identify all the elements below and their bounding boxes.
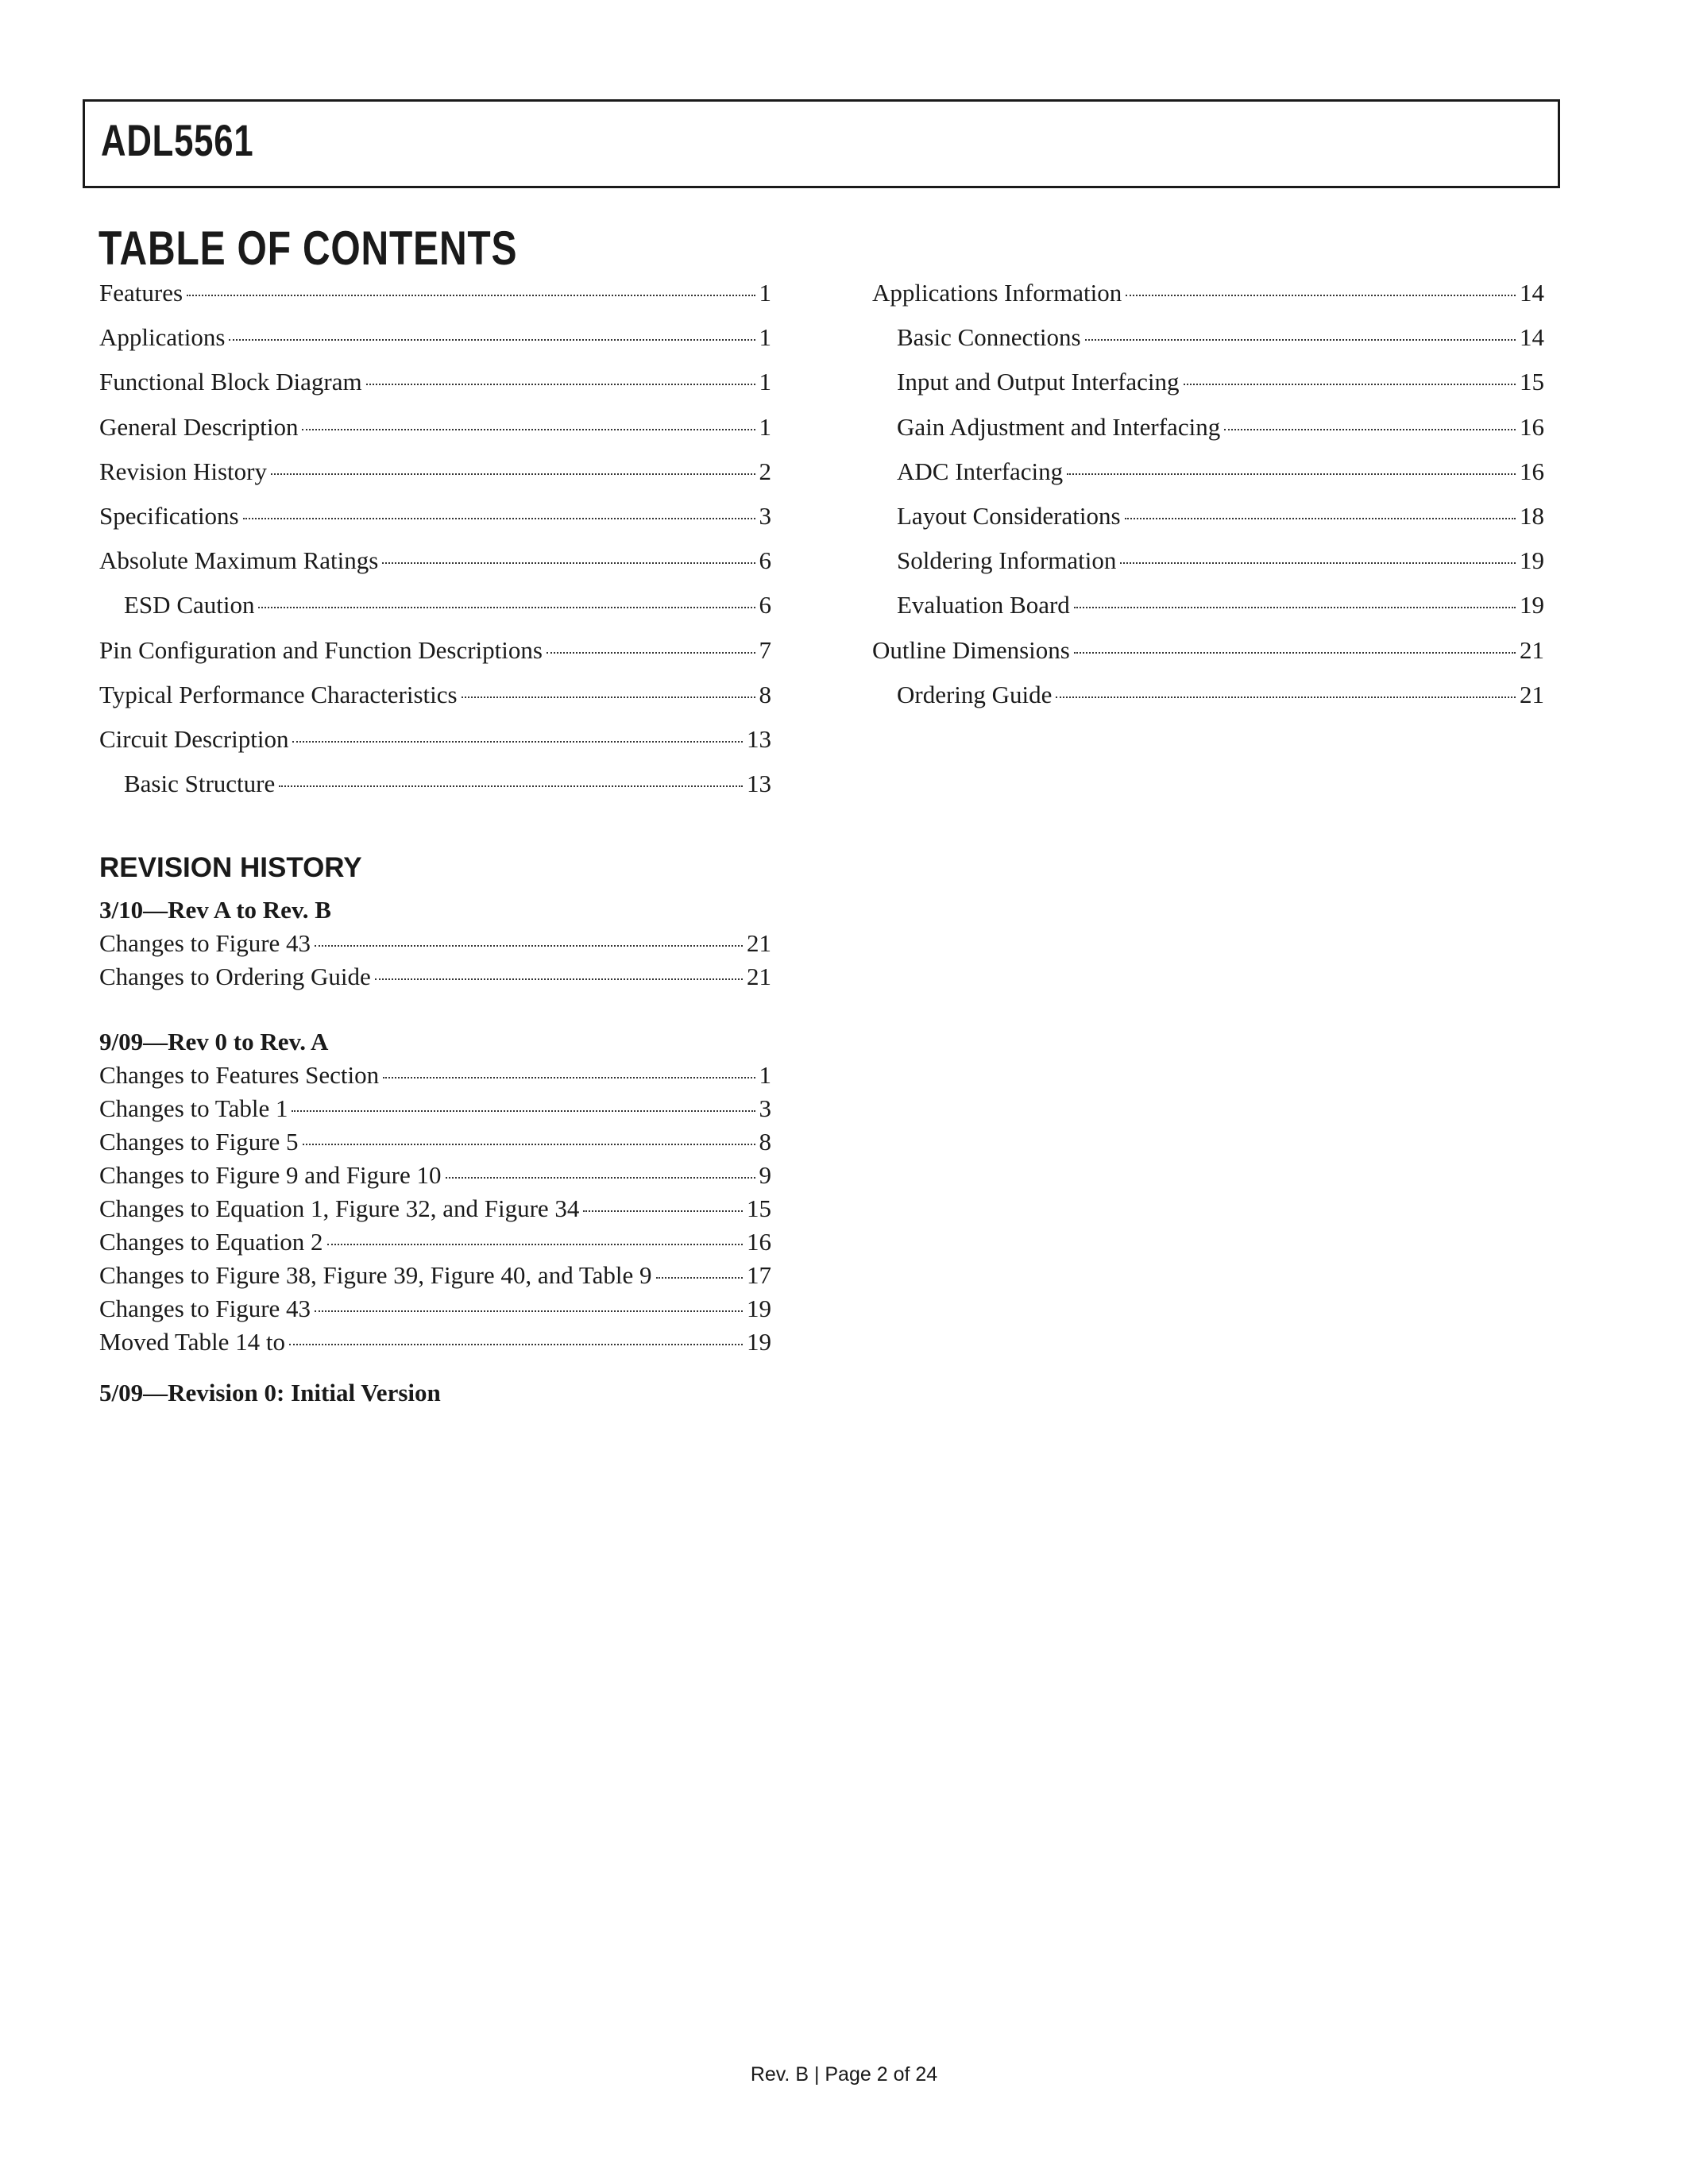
dot-leader [462, 696, 755, 698]
toc-entry-page: 18 [1520, 501, 1544, 530]
toc-entry-label: Absolute Maximum Ratings [99, 546, 379, 575]
revision-entry-label: Changes to Figure 43 [99, 1295, 311, 1322]
revision-entry-page: 8 [759, 1128, 771, 1156]
revision-entry-page: 19 [747, 1295, 771, 1322]
part-number: ADL5561 [101, 115, 254, 165]
dot-leader [1056, 696, 1516, 698]
revision-entry [99, 1225, 771, 1259]
toc-entry-page: 7 [759, 635, 771, 664]
revision-entry-page: 1 [759, 1061, 771, 1089]
toc-entry[interactable] [872, 583, 1544, 627]
toc-entry-page: 1 [759, 323, 771, 352]
revision-block [99, 893, 771, 994]
toc-entry-label: Functional Block Diagram [99, 368, 362, 396]
revision-heading: 9/09—Rev 0 to Rev. A [99, 1028, 329, 1055]
revision-entry-label: Changes to Equation 1, Figure 32, and Figure 34 [99, 1194, 580, 1222]
dot-leader [258, 607, 755, 608]
toc-column-left [99, 271, 771, 806]
revision-entry-label: Changes to Equation 2 [99, 1228, 323, 1256]
revision-entry-label: Changes to Figure 5 [99, 1128, 299, 1156]
dot-leader [1074, 652, 1516, 654]
revision-entry-label: Changes to Table 1 [99, 1094, 288, 1122]
revision-entry [99, 1059, 771, 1092]
toc-entry-page: 8 [759, 680, 771, 708]
toc-entry[interactable] [872, 494, 1544, 538]
dot-leader [382, 562, 755, 564]
revision-entry-page: 9 [759, 1161, 771, 1189]
toc-entry-label: Layout Considerations [897, 501, 1121, 530]
toc-entry-label: Features [99, 279, 183, 307]
revision-entry-page: 21 [747, 963, 771, 990]
dot-leader [315, 945, 743, 947]
toc-entry[interactable] [99, 315, 771, 360]
dot-leader [1125, 518, 1516, 519]
revision-entry-page: 15 [747, 1194, 771, 1222]
toc-entry[interactable] [99, 628, 771, 673]
dot-leader [1120, 562, 1516, 564]
toc-entry-label: Specifications [99, 501, 239, 530]
toc-entry-label: Soldering Information [897, 546, 1117, 575]
toc-title: TABLE OF CONTENTS [98, 222, 518, 275]
revision-history-title: REVISION HISTORY [99, 852, 362, 883]
dot-leader [187, 295, 755, 296]
toc-entry-label: Ordering Guide [897, 680, 1053, 708]
revision-list [99, 1059, 771, 1359]
revision-entry [99, 1259, 771, 1292]
revision-entry [99, 1325, 771, 1359]
toc-entry[interactable] [99, 360, 771, 404]
dot-leader [446, 1177, 755, 1179]
toc-entry[interactable] [872, 405, 1544, 450]
toc-entry[interactable] [99, 494, 771, 538]
revision-entry [99, 1125, 771, 1159]
toc-entry[interactable] [99, 717, 771, 762]
toc-entry[interactable] [872, 628, 1544, 673]
toc-entry-page: 21 [1520, 635, 1544, 664]
revision-entry-page: 3 [759, 1094, 771, 1122]
revision-entry-label: Changes to Figure 43 [99, 929, 311, 957]
toc-entry-page: 13 [747, 724, 771, 753]
toc-entry[interactable] [99, 538, 771, 583]
dot-leader [656, 1277, 743, 1279]
dot-leader [1067, 473, 1516, 475]
toc-entry-label: Evaluation Board [897, 591, 1070, 619]
toc-entry-page: 16 [1520, 457, 1544, 485]
toc-entry[interactable] [99, 450, 771, 494]
dot-leader [1074, 607, 1516, 608]
revision-entry [99, 1292, 771, 1325]
dot-leader [292, 741, 743, 743]
toc-entry-page: 16 [1520, 412, 1544, 441]
toc-entry-label: Gain Adjustment and Interfacing [897, 412, 1221, 441]
header-box [83, 99, 1560, 188]
revision-entry [99, 927, 771, 960]
toc-entry-label: Applications [99, 323, 226, 352]
toc-entry-page: 14 [1520, 323, 1544, 352]
toc-entry-label: Typical Performance Characteristics [99, 680, 458, 708]
toc-entry-page: 2 [759, 457, 771, 485]
revision-entry-page: 21 [747, 929, 771, 957]
dot-leader [271, 473, 755, 475]
toc-entry-label: Basic Connections [897, 323, 1081, 352]
toc-entry[interactable] [99, 583, 771, 627]
dot-leader [1184, 384, 1516, 385]
toc-entry-page: 19 [1520, 591, 1544, 619]
page-footer: Rev. B | Page 2 of 24 [750, 2063, 938, 2086]
toc-entry-page: 6 [759, 591, 771, 619]
toc-entry-page: 19 [1520, 546, 1544, 575]
toc-entry-page: 1 [759, 412, 771, 441]
revision-entry-label: Changes to Figure 9 and Figure 10 [99, 1161, 442, 1189]
toc-entry-label: ADC Interfacing [897, 457, 1064, 485]
revision-block [99, 1025, 771, 1359]
toc-entry[interactable] [872, 315, 1544, 360]
dot-leader [279, 785, 743, 787]
toc-entry[interactable] [872, 360, 1544, 404]
dot-leader [583, 1210, 743, 1212]
toc-entry-label: General Description [99, 412, 299, 441]
toc-entry-page: 21 [1520, 680, 1544, 708]
toc-entry-page: 15 [1520, 368, 1544, 396]
revision-entry-label: Changes to Ordering Guide [99, 963, 371, 990]
revision-heading: 3/10—Rev A to Rev. B [99, 896, 331, 924]
revision-entry-label: Moved Table 14 to [99, 1328, 286, 1356]
dot-leader [375, 978, 743, 980]
toc-entry-label: ESD Caution [124, 591, 255, 619]
toc-entry-label: Revision History [99, 457, 267, 485]
toc-entry-label: Pin Configuration and Function Descriptions [99, 635, 543, 664]
dot-leader [327, 1244, 743, 1245]
toc-entry[interactable] [99, 405, 771, 450]
toc-entry[interactable] [872, 538, 1544, 583]
dot-leader [1085, 339, 1516, 341]
toc-entry-page: 6 [759, 546, 771, 575]
toc-entry-label: Circuit Description [99, 724, 289, 753]
toc-entry-label: Outline Dimensions [872, 635, 1070, 664]
toc-entry-label: Basic Structure [124, 770, 276, 798]
toc-entry-label: Applications Information [872, 279, 1122, 307]
toc-entry[interactable] [99, 762, 771, 806]
dot-leader [1224, 429, 1516, 430]
toc-entry[interactable] [99, 271, 771, 315]
revision-entry-label: Changes to Figure 38, Figure 39, Figure 40, and Table 9 [99, 1261, 652, 1289]
dot-leader [315, 1310, 743, 1312]
dot-leader [547, 652, 755, 654]
revision-list [99, 927, 771, 994]
dot-leader [243, 518, 755, 519]
dot-leader [229, 339, 755, 341]
revision-entry [99, 1159, 771, 1192]
toc-entry-page: 1 [759, 279, 771, 307]
toc-entry[interactable] [99, 673, 771, 717]
dot-leader [303, 1144, 755, 1145]
dot-leader [383, 1077, 755, 1078]
dot-leader [289, 1344, 743, 1345]
revision-entry [99, 1092, 771, 1125]
toc-entry-label: Input and Output Interfacing [897, 368, 1180, 396]
revision-entry-page: 19 [747, 1328, 771, 1356]
revision-entry [99, 1192, 771, 1225]
toc-entry-page: 3 [759, 501, 771, 530]
revision-entry-page: 17 [747, 1261, 771, 1289]
revision-entry-page: 16 [747, 1228, 771, 1256]
revision-heading: 5/09—Revision 0: Initial Version [99, 1379, 441, 1406]
revision-entry [99, 960, 771, 994]
dot-leader [366, 384, 755, 385]
toc-entry-page: 13 [747, 770, 771, 798]
toc-entry[interactable] [872, 450, 1544, 494]
revision-block [99, 1376, 771, 1410]
toc-entry[interactable] [872, 673, 1544, 717]
dot-leader [292, 1110, 755, 1112]
dot-leader [302, 429, 755, 430]
toc-entry[interactable] [872, 271, 1544, 315]
revision-entry-label: Changes to Features Section [99, 1061, 380, 1089]
toc-entry-page: 1 [759, 368, 771, 396]
dot-leader [1126, 295, 1516, 296]
toc-entry-page: 14 [1520, 279, 1544, 307]
toc-column-right [872, 271, 1544, 717]
